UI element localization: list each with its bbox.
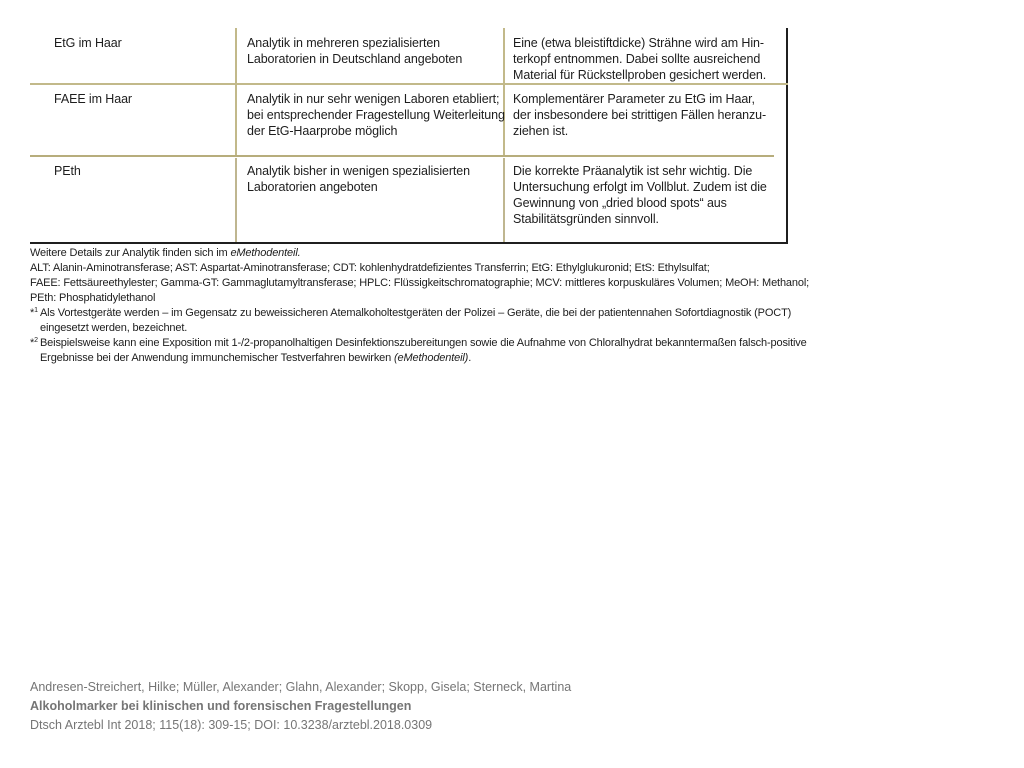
cell-line: Stabilitätsgründen sinnvoll. [513, 212, 659, 226]
cell-line: der EtG-Haarprobe möglich [247, 124, 398, 138]
emethodenteil-reference: (eMethodenteil) [394, 352, 469, 364]
citation-authors: Andresen-Streichert, Hilke; Müller, Alexander; Glahn, Alexander; Skopp, Gisela; Sterneck, Martina [30, 680, 572, 694]
cell-availability [247, 163, 470, 195]
cell-line: Analytik in mehreren spezialisierten [247, 36, 441, 50]
cell-line: Eine (etwa bleistiftdicke) Strähne wird am Hin- [513, 36, 764, 50]
cell-line: Laboratorien in Deutschland angeboten [247, 52, 463, 66]
cell-line: Analytik in nur sehr wenigen Laboren etabliert; [247, 92, 500, 106]
column-divider [235, 28, 237, 156]
cell-availability [247, 35, 462, 67]
cell-line: ziehen ist. [513, 124, 569, 138]
cell-line: FAEE im Haar [54, 92, 132, 106]
row-divider [30, 83, 788, 85]
table-footnotes [30, 246, 810, 366]
cell-line: Gewinnung von „dried blood spots“ aus [513, 196, 727, 210]
cell-line: PEth [54, 164, 81, 178]
cell-line: Analytik bisher in wenigen spezialisierten [247, 164, 471, 178]
row-divider [30, 155, 774, 157]
cell-line: Die korrekte Präanalytik ist sehr wichtig. Die [513, 164, 753, 178]
footnote-2-continued [30, 351, 790, 366]
footnote-text: . [468, 352, 472, 364]
cell-line: terkopf entnommen. Dabei sollte ausreichend [513, 52, 761, 66]
footnote-text: Als Vortestgeräte werden – im Gegensatz zu beweissicheren Atemalkoholtestgeräten der Polizei – Geräte, die bei der patientennahen Sofortdiagnostik (POCT) [40, 307, 792, 319]
marker-table [30, 28, 788, 244]
cell-availability [247, 91, 505, 139]
cell-line: der insbesondere bei strittigen Fällen heranzu- [513, 108, 767, 122]
footnote-text: Ergebnisse bei der Anwendung immunchemischer Testverfahren bewirken [40, 352, 395, 364]
footnote-marker: *$^1$ [30, 307, 38, 319]
footnote-details [30, 246, 790, 261]
footnote-marker: *$^2$ [30, 337, 38, 349]
cell-line: Komplementärer Parameter zu EtG im Haar, [513, 92, 755, 106]
footnote-1-continued: eingesetzt werden, bezeichnet. [40, 322, 188, 334]
footnote-text: Weitere Details zur Analytik finden sich im [30, 247, 231, 259]
cell-line: bei entsprechender Fragestellung Weiterleitung [247, 108, 505, 122]
footnote-number: 1 [34, 307, 38, 314]
cell-notes [513, 163, 767, 227]
cell-line: EtG im Haar [54, 36, 122, 50]
column-divider [235, 158, 237, 242]
column-divider [503, 158, 505, 242]
citation-title: Alkoholmarker bei klinischen und forensischen Fragestellungen [30, 699, 412, 713]
cell-line: Material für Rückstellproben gesichert werden. [513, 68, 767, 82]
footnote-abbreviations: ALT: Alanin-Aminotransferase; AST: Aspartat-Aminotransferase; CDT: kohlenhydratdefizientes Transferrin; EtG: Ethylglukuronid; EtS: Ethylsulfat; [30, 262, 710, 274]
cell-notes [513, 35, 766, 83]
footnote-text: Beispielsweise kann eine Exposition mit 1-/2-propanolhaltigen Desinfektionszubereitungen sowie die Aufnahme von Chloralhydrat bekanntermaßen falsch-positive [40, 337, 807, 349]
cell-line: Laboratorien angeboten [247, 180, 378, 194]
footnote-abbreviations: FAEE: Fettsäureethylester; Gamma-GT: Gammaglutamyltransferase; HPLC: Flüssigkeitschromatographie; MCV: mittleres korpuskuläres Volumen; MeOH: Methanol; [30, 277, 810, 289]
emethodenteil-reference: eMethodenteil. [230, 247, 301, 259]
footnote-number: 2 [34, 337, 38, 344]
footnote-1 [30, 306, 790, 321]
citation-block [30, 678, 571, 735]
cell-marker [54, 163, 81, 179]
cell-marker [54, 91, 132, 107]
citation-source: Dtsch Arztebl Int 2018; 115(18): 309-15; DOI: 10.3238/arztebl.2018.0309 [30, 718, 433, 732]
footnote-2 [30, 336, 807, 351]
cell-marker [54, 35, 122, 51]
cell-line: Untersuchung erfolgt im Vollblut. Zudem ist die [513, 180, 767, 194]
cell-notes [513, 91, 766, 139]
footnote-abbreviations: PEth: Phosphatidylethanol [30, 292, 156, 304]
